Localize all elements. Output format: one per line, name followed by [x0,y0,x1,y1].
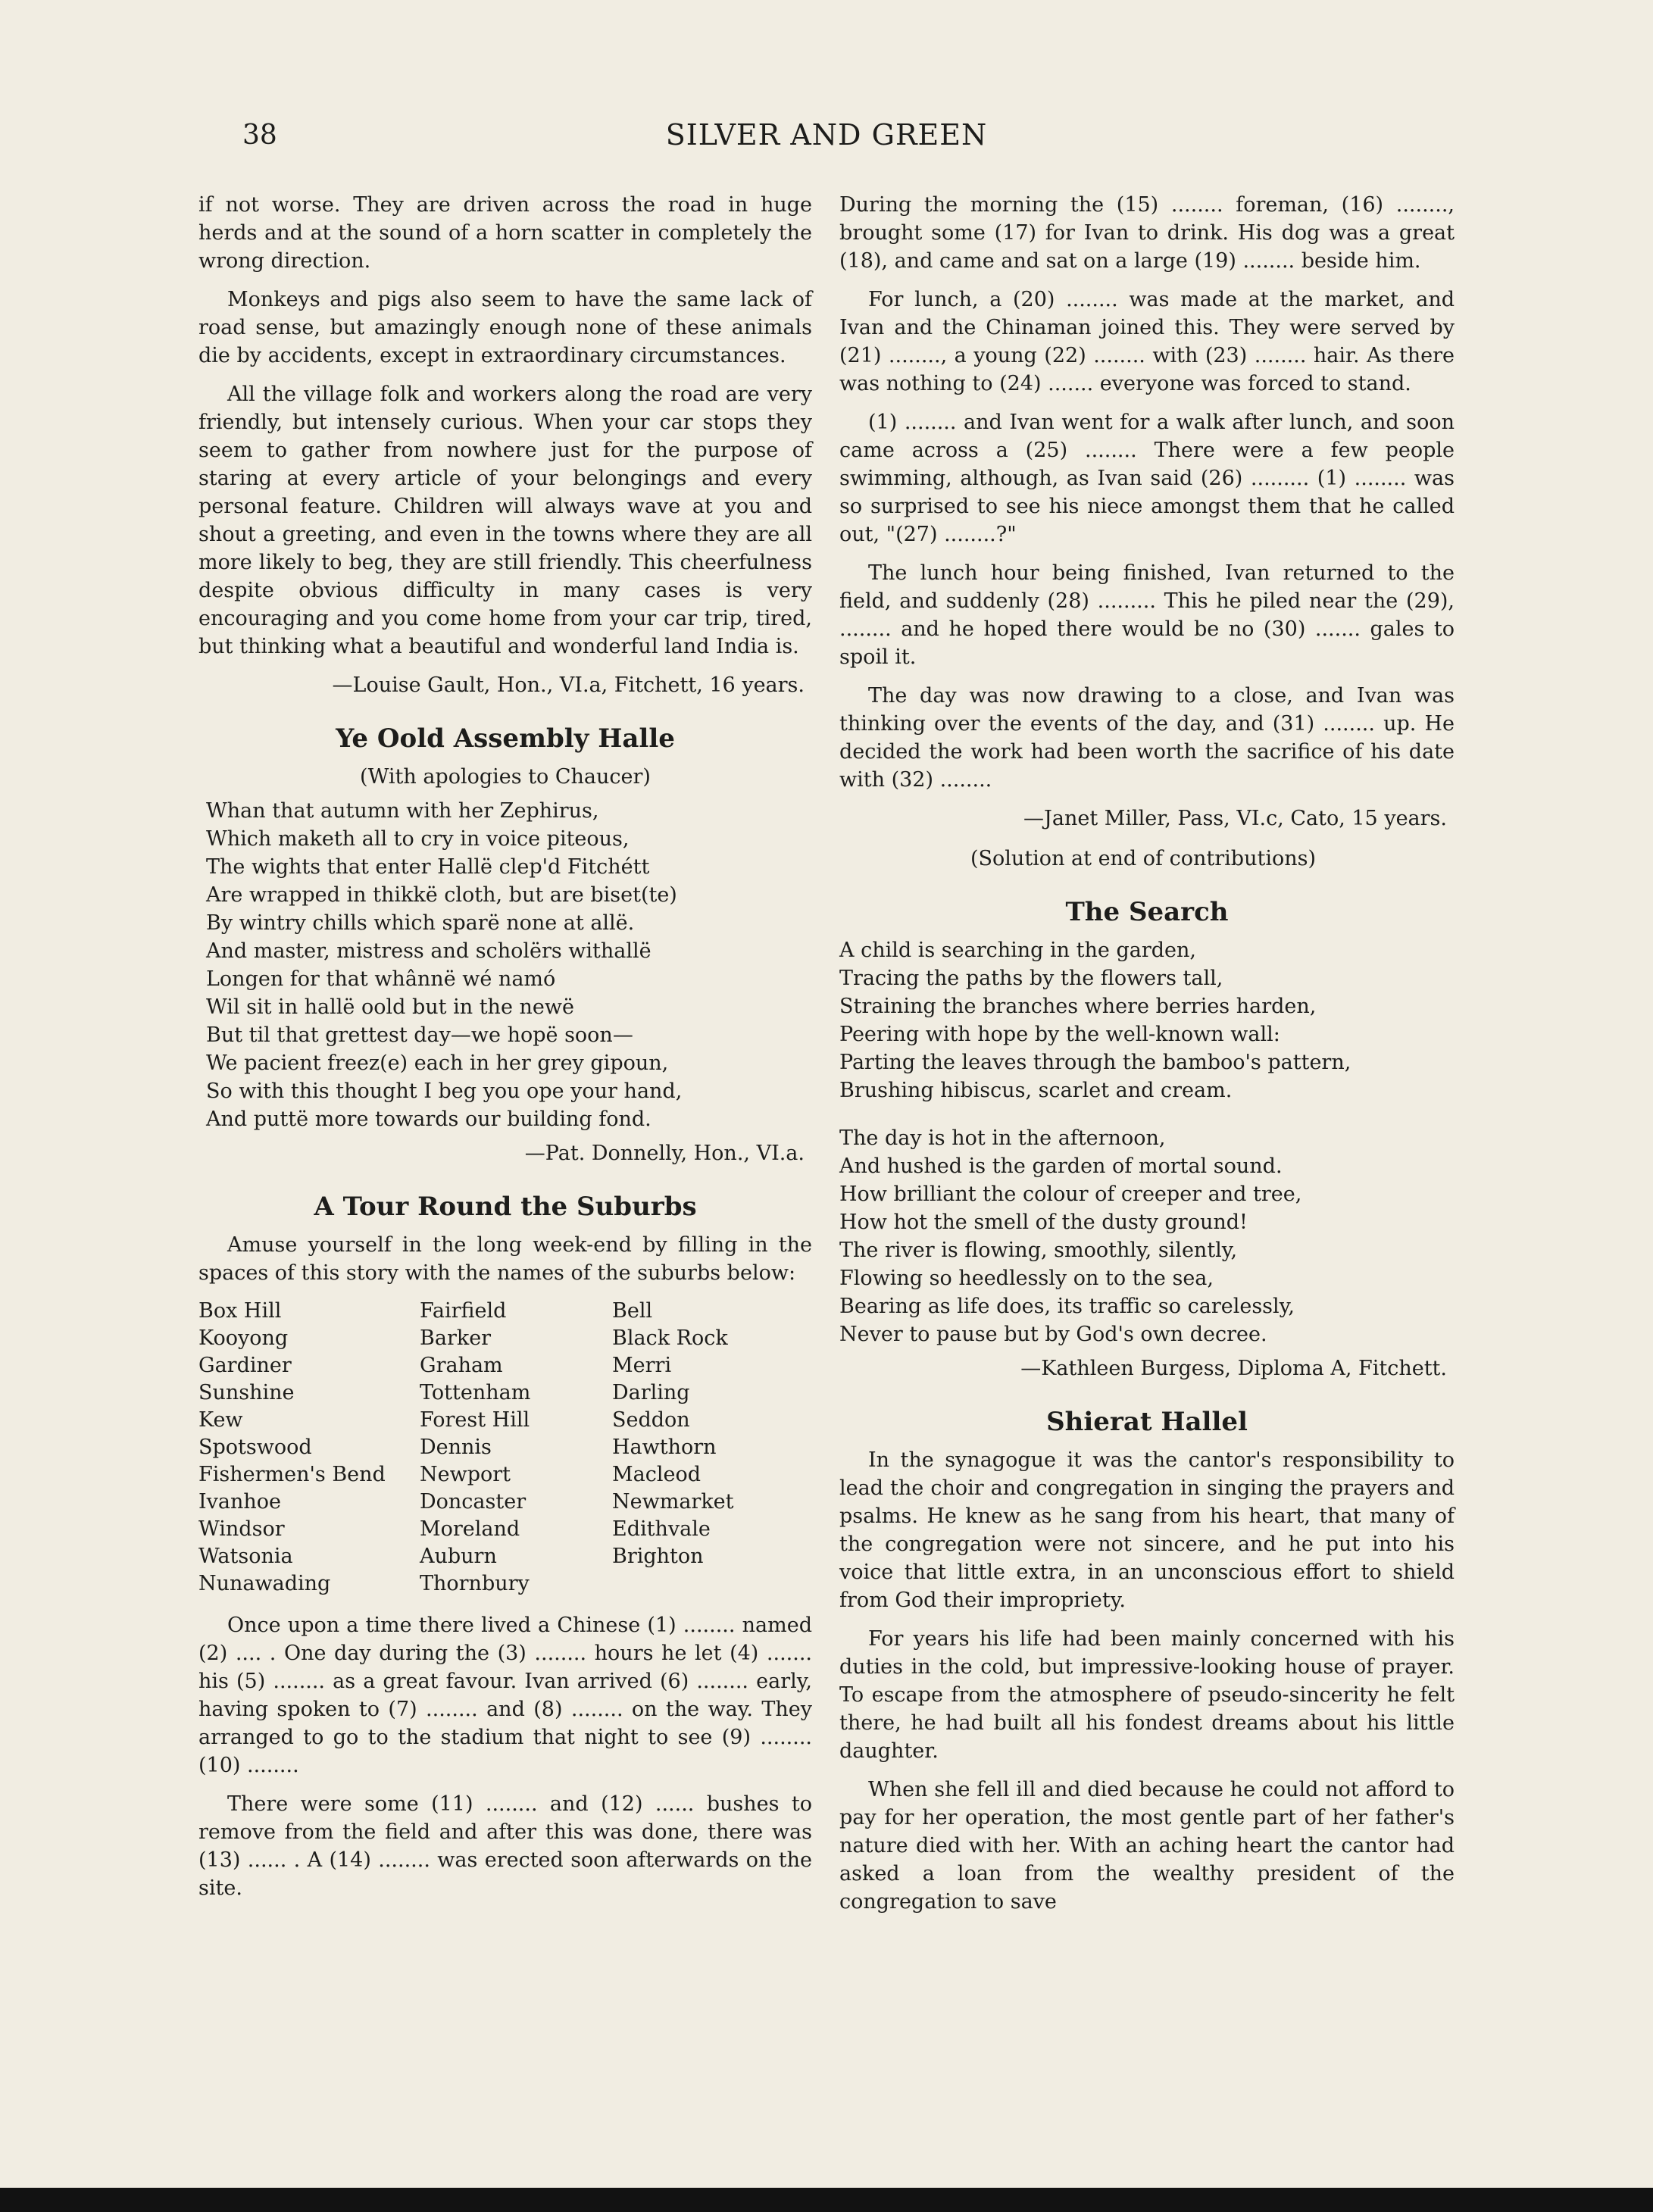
suburb-name: Newport [420,1463,511,1486]
poem-line: Brushing hibiscus, scarlet and cream. [839,1079,1233,1102]
suburb-name: Auburn [420,1545,497,1568]
poem-line: How brilliant the colour of creeper and tree, [839,1183,1302,1206]
left-column [198,191,812,1913]
page-number: 38 [242,120,277,151]
suburb-name: Seddon [612,1408,690,1432]
tour-title: A Tour Round the Suburbs [314,1192,697,1222]
suburb-name: Graham [420,1354,503,1377]
poem-line: By wintry chills which sparë none at allë. [206,911,635,935]
poem-line: Wil sit in hallë oold but in the newë [206,995,574,1019]
suburb-name: Tottenham [420,1381,531,1404]
intro-paragraph: if not worse. They are driven across the road in huge herds and at the sound of a horn scatter in completely the wrong direction. [198,193,812,273]
suburb-name: Fishermen's Bend [198,1463,386,1486]
intro-paragraph: All the village folk and workers along the road are very friendly, but intensely curious. When your car stops they seem to gather from nowhere just for the purpose of staring at every article of your belongings and every personal feature. Children will always wave at you and shout a greeting, and even in the towns where they are all more likely to beg, they are still friendly. This cheerfulness despite obvious difficulty in many cases is very encouraging and you come home from your car trip, tired, but thinking what a beautiful and wonderful land India is. [198,383,812,658]
suburb-name: Gardiner [198,1354,292,1377]
poem-line: And puttë more towards our building fond. [206,1108,652,1131]
solution-note: (Solution at end of contributions) [970,847,1316,870]
suburb-name: Ivanhoe [198,1490,282,1514]
story-paragraph: The day was now drawing to a close, and Ivan was thinking over the events of the day, and (31) ........ up. He decided the work had been worth the sacrifice of his date with (32) ........ [839,684,1455,792]
poem1-lines [206,797,812,1133]
poem-line: Never to pause but by God's own decree. [839,1323,1267,1346]
poem-line: The day is hot in the afternoon, [839,1126,1166,1150]
poem-line: And master, mistress and scholërs withallë [206,939,652,963]
suburb-name: Spotswood [198,1436,312,1459]
suburb-column-2 [420,1298,612,1598]
poem-line: We pacient freez(e) each in her grey gipoun, [206,1051,669,1075]
suburb-name: Macleod [612,1463,702,1486]
poem1-subtitle: (With apologies to Chaucer) [360,765,651,789]
suburb-name: Watsonia [198,1545,293,1568]
poem-line: A child is searching in the garden, [839,939,1196,962]
poem-line: So with this thought I beg you ope your hand, [206,1079,683,1103]
suburb-name: Moreland [420,1517,520,1541]
tour-intro: Amuse yourself in the long week-end by filling in the spaces of this story with the names of the suburbs below: [198,1233,812,1285]
suburb-name: Forest Hill [420,1408,530,1432]
poem-line: Tracing the paths by the flowers tall, [839,967,1223,990]
poem-line: Peering with hope by the well-known wall: [839,1023,1280,1046]
suburb-name: Barker [420,1326,492,1350]
poem-line: Which maketh all to cry in voice piteous, [206,827,630,851]
story3-paragraph: When she fell ill and died because he could not afford to pay for her operation, the most gentle part of her father's nature died with her. With an aching heart the cantor had asked a loan from the wealthy president of the congregation to save [839,1778,1455,1914]
poem2-title: The Search [1065,897,1229,927]
poem-line: The wights that enter Hallë clep'd Fitchétt [206,855,650,879]
story-paragraph: Once upon a time there lived a Chinese (1) ........ named (2) .... . One day during the (3) ........ hours he let (4) ....... his (5) ........ as a great favour. Ivan arrived (6) ........ early, having spoken to (7) ........ and (8) ........ on the way. They arranged to go to the stadium that night to see (9) ........ (10) ........ [198,1614,812,1777]
intro-paragraph: Monkeys and pigs also seem to have the same lack of road sense, but amazingly enough none of these animals die by accidents, except in extraordinary circumstances. [198,288,812,367]
suburb-name: Thornbury [420,1572,530,1595]
suburb-name: Dennis [420,1436,492,1459]
story3-paragraph: For years his life had been mainly concerned with his duties in the cold, but impressive-looking house of prayer. To escape from the atmosphere of pseudo-sincerity he felt there, he had built all his fondest dreams about his little daughter. [839,1627,1455,1763]
poem-line: But til that grettest day—we hopë soon— [206,1023,633,1047]
story-paragraph: (1) ........ and Ivan went for a walk after lunch, and soon came across a (25) ........ There were a few people swimming, although, as Ivan said (26) ......... (1) ........ was so surprised to see his niece amongst them that he called out, "(27) ........?" [839,411,1455,546]
suburb-name: Kooyong [198,1326,289,1350]
intro-attribution: —Louise Gault, Hon., VI.a, Fitchett, 16 years. [332,673,805,697]
stanza-break [839,1104,1455,1124]
suburb-name: Sunshine [198,1381,295,1404]
story3-paragraph: In the synagogue it was the cantor's responsibility to lead the choir and congregation in singing the prayers and psalms. He knew as he sang from his heart, that many of the congregation were not sincere, and he put into his voice that little extra, in an unconscious effort to shield from God their impropriety. [839,1448,1455,1612]
poem2-attribution: —Kathleen Burgess, Diploma A, Fitchett. [1020,1357,1447,1380]
story-paragraph: For lunch, a (20) ........ was made at the market, and Ivan and the Chinaman joined this. They were served by (21) ........, a young (22) ........ with (23) ........ hair. As there was nothing to (24) ....... everyone was forced to stand. [839,288,1455,395]
poem-line: How hot the smell of the dusty ground! [839,1211,1248,1234]
suburb-name: Bell [612,1299,653,1323]
poem-line: Whan that autumn with her Zephirus, [206,799,599,823]
story3-title: Shierat Hallel [1046,1407,1248,1437]
poem-line: Flowing so heedlessly on to the sea, [839,1267,1214,1290]
story-paragraph: There were some (11) ........ and (12) ...... bushes to remove from the field and after this was done, there was (13) ...... . A (14) ........ was erected soon afterwards on the site. [198,1792,812,1900]
poem-line: And hushed is the garden of mortal sound. [839,1154,1283,1178]
story-paragraph: The lunch hour being finished, Ivan returned to the field, and suddenly (28) ......... This he piled near the (29), ........ and he hoped there would be no (30) ....... gales to spoil it. [839,561,1455,669]
suburb-name: Newmarket [612,1490,734,1514]
running-head: SILVER AND GREEN [665,118,988,152]
suburb-name: Nunawading [198,1572,331,1595]
suburb-name: Box Hill [198,1299,282,1323]
poem-line: Are wrapped in thikkë cloth, but are biset(te) [206,883,677,907]
suburb-name: Kew [198,1408,243,1432]
suburb-name: Fairfield [420,1299,507,1323]
poem1-title: Ye Oold Assembly Halle [336,723,675,754]
suburb-name: Hawthorn [612,1436,717,1459]
tour-attribution: —Janet Miller, Pass, VI.c, Cato, 15 years. [1023,807,1447,830]
suburb-name: Darling [612,1381,690,1404]
poem-line: Longen for that whânnë wé namó [206,967,556,991]
poem1-attribution: —Pat. Donnelly, Hon., VI.a. [524,1142,805,1165]
suburb-name: Doncaster [420,1490,527,1514]
poem-line: Bearing as life does, its traffic so carelessly, [839,1295,1295,1318]
scan-edge-band [0,2188,1653,2212]
suburb-name: Edithvale [612,1517,711,1541]
right-column [839,191,1455,1926]
poem-line: The river is flowing, smoothly, silently, [839,1239,1238,1262]
suburb-name: Windsor [198,1517,285,1541]
suburb-column-3 [612,1298,802,1598]
suburb-list [198,1298,812,1598]
suburb-name: Black Rock [612,1326,728,1350]
suburb-name: Brighton [612,1545,704,1568]
story-paragraph: During the morning the (15) ........ foreman, (16) ........, brought some (17) for Ivan to drink. His dog was a great (18), and came and sat on a large (19) ........ beside him. [839,193,1455,273]
poem-line: Parting the leaves through the bamboo's pattern, [839,1051,1351,1074]
suburb-column-1 [198,1298,420,1598]
poem2-lines [839,936,1455,1348]
suburb-name: Merri [612,1354,672,1377]
poem-line: Straining the branches where berries harden, [839,995,1317,1018]
